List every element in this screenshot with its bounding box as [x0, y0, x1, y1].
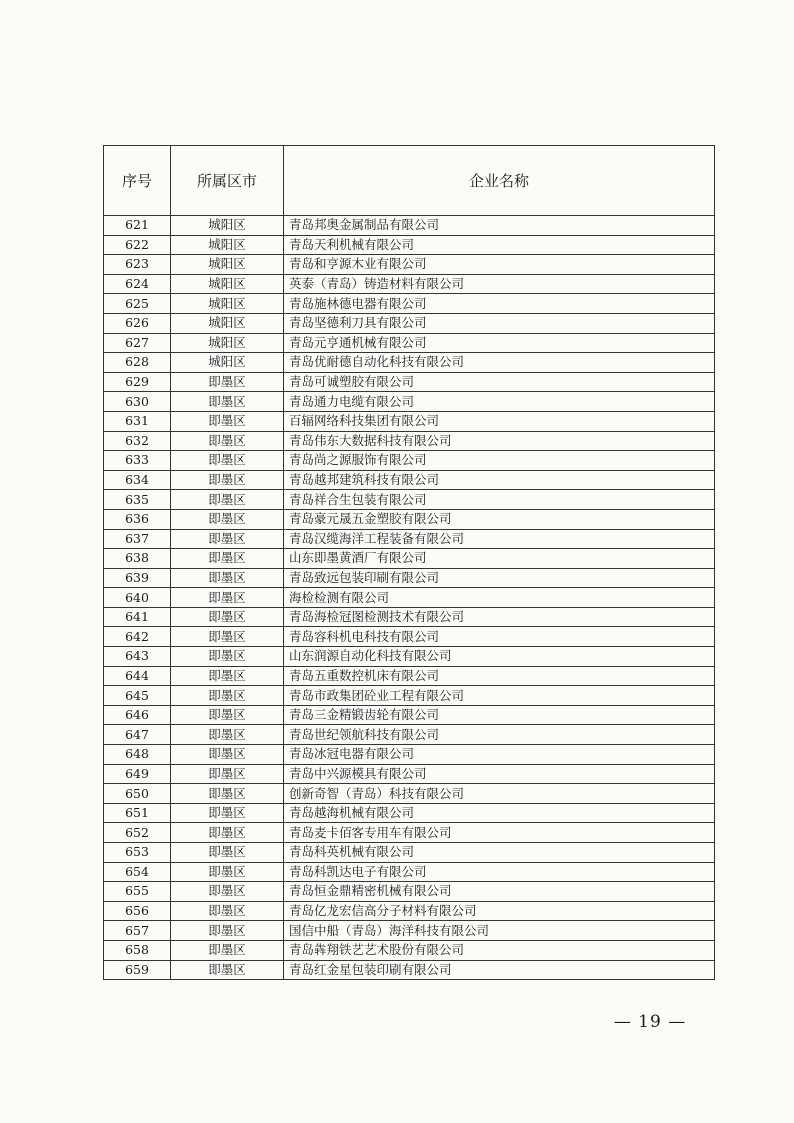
- row-district-cell: 即墨区: [171, 725, 284, 745]
- table-row: [104, 803, 715, 823]
- row-district-cell: 即墨区: [171, 588, 284, 608]
- table-row: [104, 333, 715, 353]
- row-number-cell: 622: [104, 235, 171, 255]
- row-district-cell: 即墨区: [171, 784, 284, 804]
- table-row: [104, 529, 715, 549]
- row-district-cell: 即墨区: [171, 666, 284, 686]
- row-number-cell: 621: [104, 216, 171, 236]
- row-company-cell: 青岛豪元晟五金塑胶有限公司: [284, 509, 715, 529]
- table-row: [104, 255, 715, 275]
- row-company-cell: 青岛世纪领航科技有限公司: [284, 725, 715, 745]
- table-row: [104, 960, 715, 980]
- row-district-cell: 即墨区: [171, 823, 284, 843]
- row-company-cell: 国信中船（青岛）海洋科技有限公司: [284, 921, 715, 941]
- row-district-cell: 即墨区: [171, 940, 284, 960]
- table-row: [104, 627, 715, 647]
- table-row: [104, 235, 715, 255]
- row-district-cell: 即墨区: [171, 960, 284, 980]
- table-row: [104, 509, 715, 529]
- table-row: [104, 764, 715, 784]
- row-company-cell: 青岛天利机械有限公司: [284, 235, 715, 255]
- table-row: [104, 725, 715, 745]
- row-district-cell: 城阳区: [171, 255, 284, 275]
- row-number-cell: 626: [104, 313, 171, 333]
- row-company-cell: 青岛冰冠电器有限公司: [284, 745, 715, 765]
- table-row: [104, 274, 715, 294]
- table-row: [104, 294, 715, 314]
- row-district-cell: 即墨区: [171, 882, 284, 902]
- table-row: [104, 882, 715, 902]
- row-district-cell: 即墨区: [171, 451, 284, 471]
- table-row: [104, 921, 715, 941]
- row-company-cell: 青岛伟东大数据科技有限公司: [284, 431, 715, 451]
- row-company-cell: 海检检测有限公司: [284, 588, 715, 608]
- row-number-cell: 655: [104, 882, 171, 902]
- table-row: [104, 313, 715, 333]
- row-district-cell: 即墨区: [171, 509, 284, 529]
- row-district-cell: 城阳区: [171, 333, 284, 353]
- row-district-cell: 即墨区: [171, 686, 284, 706]
- row-number-cell: 648: [104, 745, 171, 765]
- row-company-cell: 青岛坚德利刀具有限公司: [284, 313, 715, 333]
- table-row: [104, 745, 715, 765]
- row-number-cell: 650: [104, 784, 171, 804]
- row-company-cell: 青岛汉缆海洋工程装备有限公司: [284, 529, 715, 549]
- row-district-cell: 城阳区: [171, 216, 284, 236]
- row-number-cell: 629: [104, 372, 171, 392]
- table-row: [104, 216, 715, 236]
- table-body: [104, 216, 715, 980]
- row-company-cell: 青岛通力电缆有限公司: [284, 392, 715, 412]
- table-row: [104, 666, 715, 686]
- table-row: [104, 451, 715, 471]
- row-company-cell: 青岛尚之源服饰有限公司: [284, 451, 715, 471]
- row-district-cell: 即墨区: [171, 901, 284, 921]
- row-district-cell: 即墨区: [171, 862, 284, 882]
- row-district-cell: 即墨区: [171, 529, 284, 549]
- row-company-cell: 英泰（青岛）铸造材料有限公司: [284, 274, 715, 294]
- row-number-cell: 641: [104, 607, 171, 627]
- row-district-cell: 即墨区: [171, 803, 284, 823]
- table-row: [104, 843, 715, 863]
- row-district-cell: 即墨区: [171, 745, 284, 765]
- row-company-cell: 青岛越邦建筑科技有限公司: [284, 470, 715, 490]
- row-district-cell: 即墨区: [171, 372, 284, 392]
- row-number-cell: 653: [104, 843, 171, 863]
- row-company-cell: 青岛祥合生包装有限公司: [284, 490, 715, 510]
- table-row: [104, 588, 715, 608]
- table-header-row: [104, 146, 715, 216]
- row-company-cell: 青岛科凯达电子有限公司: [284, 862, 715, 882]
- row-district-cell: 即墨区: [171, 764, 284, 784]
- table-row: [104, 411, 715, 431]
- row-district-cell: 即墨区: [171, 549, 284, 569]
- row-number-cell: 639: [104, 568, 171, 588]
- table-row: [104, 705, 715, 725]
- row-company-cell: 创新奇智（青岛）科技有限公司: [284, 784, 715, 804]
- row-company-cell: 青岛中兴源模具有限公司: [284, 764, 715, 784]
- table-row: [104, 647, 715, 667]
- row-number-cell: 628: [104, 353, 171, 373]
- row-company-cell: 青岛元亨通机械有限公司: [284, 333, 715, 353]
- row-number-cell: 657: [104, 921, 171, 941]
- row-number-cell: 638: [104, 549, 171, 569]
- row-number-cell: 644: [104, 666, 171, 686]
- table-row: [104, 372, 715, 392]
- row-company-cell: 青岛海检冠图检测技术有限公司: [284, 607, 715, 627]
- row-company-cell: 青岛恒金鼎精密机械有限公司: [284, 882, 715, 902]
- row-district-cell: 即墨区: [171, 843, 284, 863]
- row-district-cell: 城阳区: [171, 313, 284, 333]
- row-company-cell: 青岛亿龙宏信高分子材料有限公司: [284, 901, 715, 921]
- table-row: [104, 862, 715, 882]
- row-district-cell: 即墨区: [171, 431, 284, 451]
- row-company-cell: 青岛容科机电科技有限公司: [284, 627, 715, 647]
- row-company-cell: 青岛麦卡佰客专用车有限公司: [284, 823, 715, 843]
- row-district-cell: 城阳区: [171, 235, 284, 255]
- row-company-cell: 青岛市政集团砼业工程有限公司: [284, 686, 715, 706]
- row-number-cell: 625: [104, 294, 171, 314]
- row-company-cell: 青岛三金精锻齿轮有限公司: [284, 705, 715, 725]
- table-row: [104, 607, 715, 627]
- row-number-cell: 652: [104, 823, 171, 843]
- table-row: [104, 901, 715, 921]
- row-number-cell: 654: [104, 862, 171, 882]
- row-district-cell: 即墨区: [171, 392, 284, 412]
- row-company-cell: 山东即墨黄酒厂有限公司: [284, 549, 715, 569]
- header-company: 企业名称: [284, 146, 715, 216]
- row-number-cell: 637: [104, 529, 171, 549]
- table-header: [104, 146, 715, 216]
- row-number-cell: 658: [104, 940, 171, 960]
- row-number-cell: 649: [104, 764, 171, 784]
- row-district-cell: 城阳区: [171, 274, 284, 294]
- row-number-cell: 659: [104, 960, 171, 980]
- row-district-cell: 城阳区: [171, 353, 284, 373]
- row-company-cell: 青岛施林德电器有限公司: [284, 294, 715, 314]
- row-company-cell: 山东润源自动化科技有限公司: [284, 647, 715, 667]
- row-number-cell: 632: [104, 431, 171, 451]
- row-company-cell: 青岛犇翔铁艺艺术股份有限公司: [284, 940, 715, 960]
- row-number-cell: 656: [104, 901, 171, 921]
- table-row: [104, 353, 715, 373]
- row-number-cell: 651: [104, 803, 171, 823]
- row-district-cell: 即墨区: [171, 411, 284, 431]
- table-row: [104, 823, 715, 843]
- header-number: 序号: [104, 146, 171, 216]
- row-number-cell: 640: [104, 588, 171, 608]
- row-number-cell: 633: [104, 451, 171, 471]
- row-number-cell: 636: [104, 509, 171, 529]
- row-district-cell: 即墨区: [171, 490, 284, 510]
- row-company-cell: 青岛优耐德自动化科技有限公司: [284, 353, 715, 373]
- row-district-cell: 即墨区: [171, 921, 284, 941]
- row-company-cell: 青岛科英机械有限公司: [284, 843, 715, 863]
- row-company-cell: 青岛邦奥金属制品有限公司: [284, 216, 715, 236]
- row-number-cell: 646: [104, 705, 171, 725]
- row-district-cell: 即墨区: [171, 607, 284, 627]
- row-number-cell: 631: [104, 411, 171, 431]
- row-district-cell: 即墨区: [171, 647, 284, 667]
- row-number-cell: 634: [104, 470, 171, 490]
- row-company-cell: 青岛致远包装印刷有限公司: [284, 568, 715, 588]
- row-number-cell: 623: [104, 255, 171, 275]
- page-number: — 19 —: [613, 1012, 687, 1032]
- row-district-cell: 即墨区: [171, 470, 284, 490]
- row-number-cell: 647: [104, 725, 171, 745]
- row-company-cell: 青岛五重数控机床有限公司: [284, 666, 715, 686]
- table-row: [104, 940, 715, 960]
- table-row: [104, 568, 715, 588]
- row-district-cell: 即墨区: [171, 705, 284, 725]
- row-district-cell: 即墨区: [171, 627, 284, 647]
- row-district-cell: 城阳区: [171, 294, 284, 314]
- header-district: 所属区市: [171, 146, 284, 216]
- table-row: [104, 470, 715, 490]
- table-row: [104, 686, 715, 706]
- row-company-cell: 青岛和亨源木业有限公司: [284, 255, 715, 275]
- row-number-cell: 645: [104, 686, 171, 706]
- table-row: [104, 431, 715, 451]
- row-company-cell: 百辐网络科技集团有限公司: [284, 411, 715, 431]
- table-row: [104, 490, 715, 510]
- table-row: [104, 784, 715, 804]
- table-row: [104, 392, 715, 412]
- row-company-cell: 青岛可诚塑胶有限公司: [284, 372, 715, 392]
- row-company-cell: 青岛越海机械有限公司: [284, 803, 715, 823]
- company-list-table-container: [103, 145, 714, 980]
- row-number-cell: 627: [104, 333, 171, 353]
- row-number-cell: 630: [104, 392, 171, 412]
- company-list-table: [103, 145, 715, 980]
- table-row: [104, 549, 715, 569]
- row-number-cell: 643: [104, 647, 171, 667]
- row-district-cell: 即墨区: [171, 568, 284, 588]
- row-company-cell: 青岛红金星包装印刷有限公司: [284, 960, 715, 980]
- row-number-cell: 624: [104, 274, 171, 294]
- row-number-cell: 635: [104, 490, 171, 510]
- row-number-cell: 642: [104, 627, 171, 647]
